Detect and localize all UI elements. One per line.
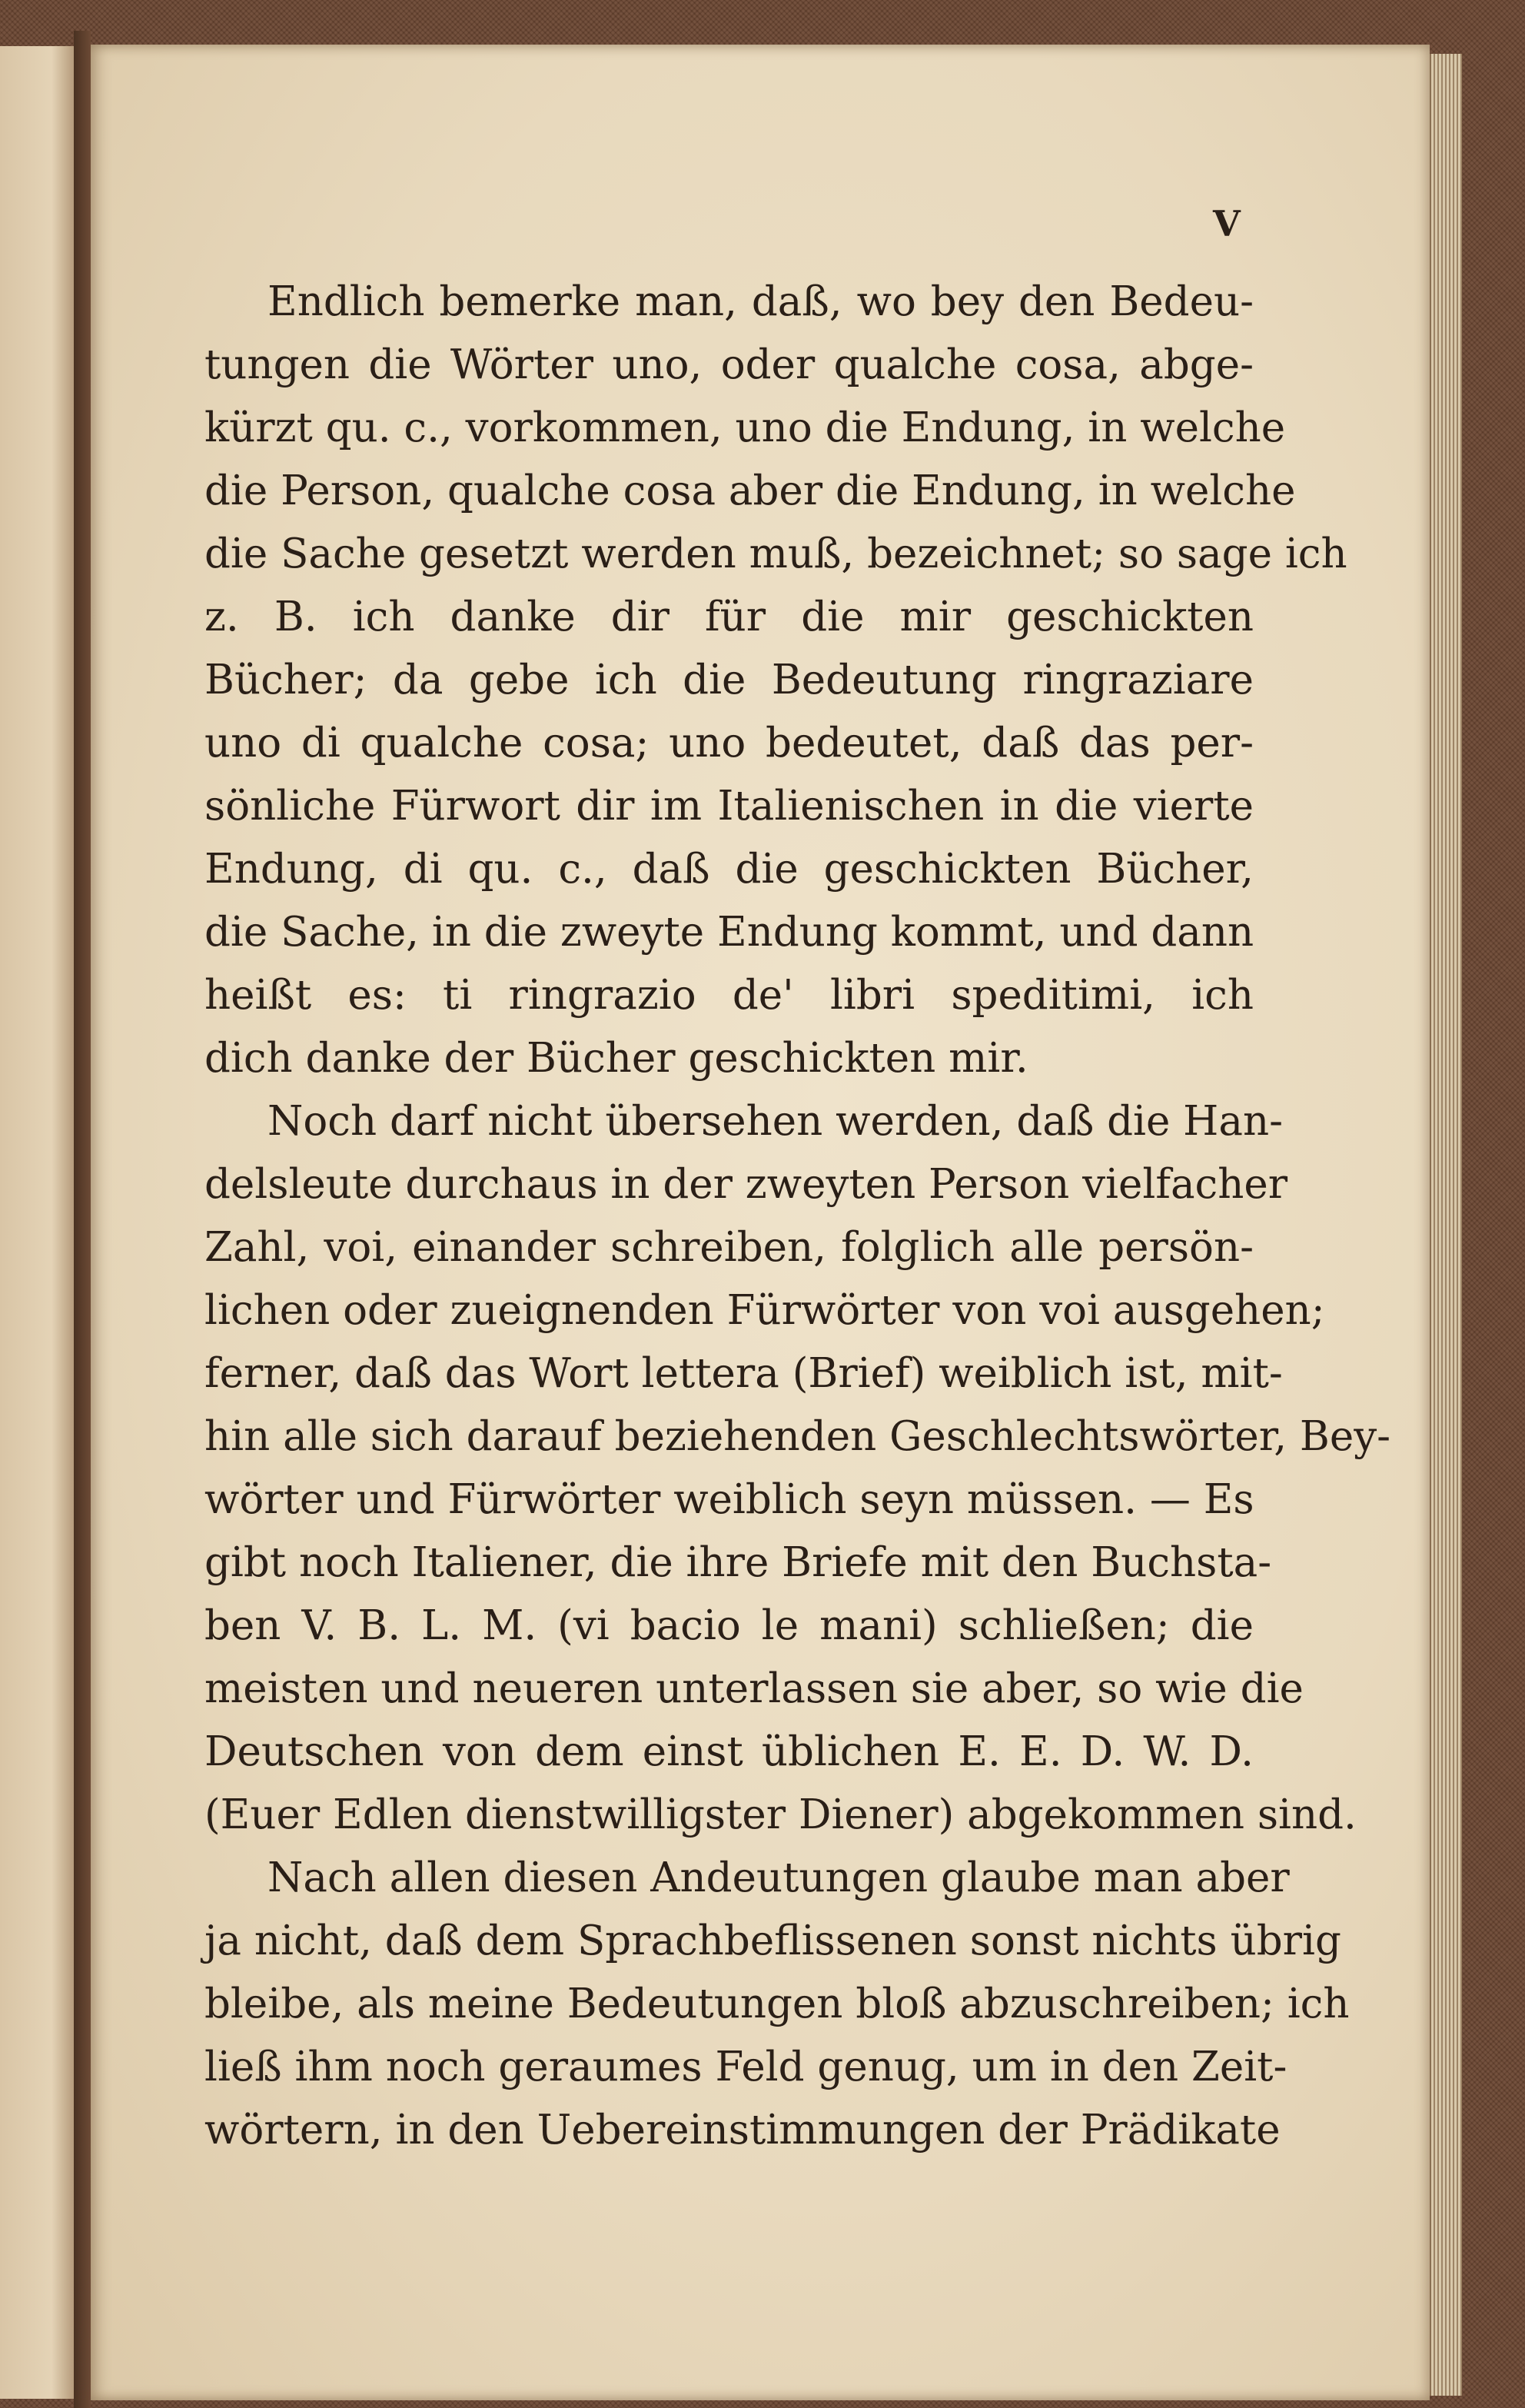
text-line: gibt noch Italiener, die ihre Briefe mit den Buchsta- [204, 1539, 1272, 1586]
facing-page-edge [0, 46, 76, 2399]
text-line: Zahl, voi, einander schreiben, folglich alle persön- [204, 1224, 1254, 1271]
text-line: ben V. B. L. M. (vi bacio le mani) schließen; die [204, 1602, 1254, 1649]
text-line: Bücher; da gebe ich die Bedeutung ringraziare [204, 657, 1254, 703]
text-line: bleibe, als meine Bedeutungen bloß abzuschreiben; ich [204, 1981, 1350, 2027]
text-line: ja nicht, daß dem Sprachbeflissenen sonst nichts übrig [204, 1917, 1341, 1964]
text-line: Nach allen diesen Andeutungen glaube man aber [267, 1854, 1290, 1901]
page-number: V [1213, 203, 1241, 244]
page-edges [1430, 54, 1462, 2396]
text-line: die Person, qualche cosa aber die Endung, in welche [204, 467, 1296, 514]
text-line: ließ ihm noch geraumes Feld genug, um in den Zeit- [204, 2044, 1287, 2090]
body-text [204, 271, 1391, 2162]
book-gutter [74, 31, 91, 2408]
text-line: Noch darf nicht übersehen werden, daß die Han- [267, 1098, 1284, 1145]
text-line: Endung, di qu. c., daß die geschickten Bücher, [204, 846, 1254, 893]
text-line: die Sache gesetzt werden muß, bezeichnet; so sage ich [204, 530, 1347, 577]
text-line: tungen die Wörter uno, oder qualche cosa, abge- [204, 341, 1254, 388]
text-line: ferner, daß das Wort lettera (Brief) weiblich ist, mit- [204, 1350, 1283, 1397]
text-line: sönliche Fürwort dir im Italienischen in die vierte [204, 783, 1254, 830]
text-line: Deutschen von dem einst üblichen E. E. D. W. D. [204, 1728, 1254, 1775]
text-line: (Euer Edlen dienstwilligster Diener) abgekommen sind. [204, 1791, 1357, 1838]
text-line: Endlich bemerke man, daß, wo bey den Bedeu- [267, 278, 1254, 325]
text-line: die Sache, in die zweyte Endung kommt, und dann [204, 909, 1254, 956]
text-line: kürzt qu. c., vorkommen, uno die Endung, in welche [204, 404, 1286, 451]
text-line: wörtern, in den Uebereinstimmungen der Prädikate [204, 2107, 1281, 2154]
text-line: z. B. ich danke dir für die mir geschickten [204, 594, 1254, 640]
text-line: lichen oder zueignenden Fürwörter von voi ausgehen; [204, 1287, 1325, 1334]
text-line: uno di qualche cosa; uno bedeutet, daß das per- [204, 720, 1254, 767]
text-line: meisten und neueren unterlassen sie aber, so wie die [204, 1665, 1304, 1712]
text-line: heißt es: ti ringrazio de' libri speditimi, ich [204, 972, 1254, 1019]
text-line: hin alle sich darauf beziehenden Geschlechtswörter, Bey- [204, 1413, 1391, 1460]
text-line: dich danke der Bücher geschickten mir. [204, 1035, 1028, 1082]
text-line: delsleute durchaus in der zweyten Person vielfacher [204, 1161, 1288, 1208]
text-line: wörter und Fürwörter weiblich seyn müssen. — Es [204, 1476, 1254, 1523]
